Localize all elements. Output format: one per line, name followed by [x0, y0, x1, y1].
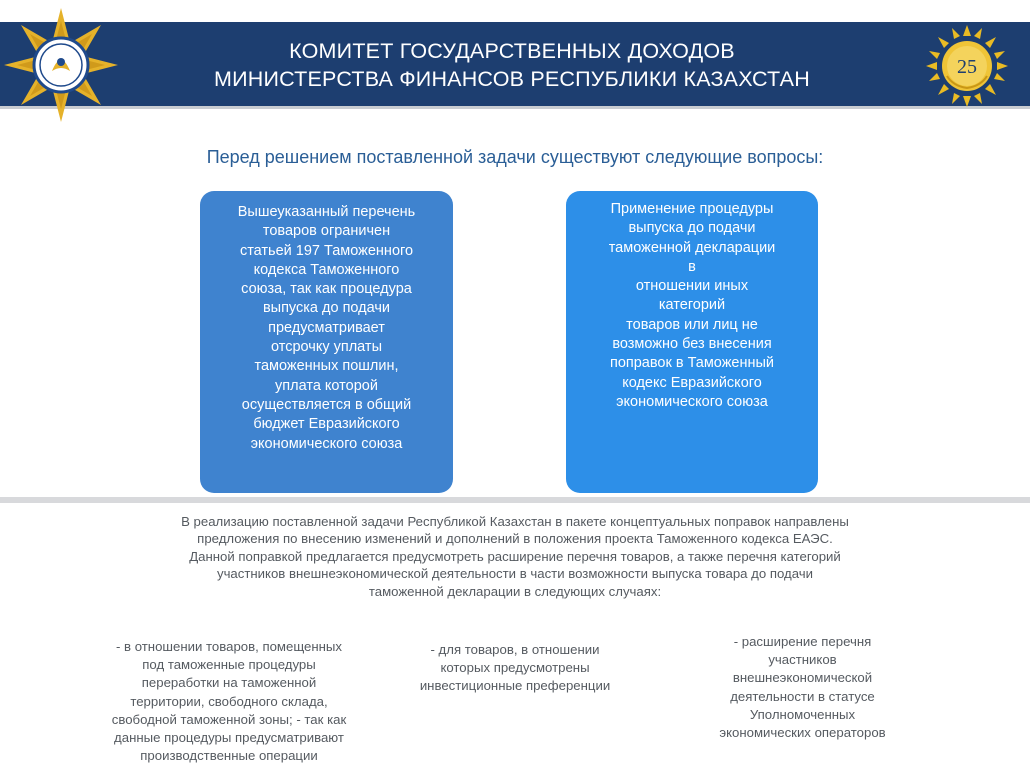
anniversary-number: 25 [957, 56, 977, 78]
title-line-1: КОМИТЕТ ГОСУДАРСТВЕННЫХ ДОХОДОВ [289, 39, 735, 63]
case-line: - расширение перечня [733, 634, 872, 649]
anniversary-25-emblem-icon [923, 24, 1011, 108]
title-line-2: МИНИСТЕРСТВА ФИНАНСОВ РЕСПУБЛИКИ КАЗАХСТАН [214, 67, 810, 91]
case-line: производственные операции [140, 748, 318, 764]
case-column-processing [74, 638, 384, 765]
case-line: под таможенные процедуры [142, 657, 316, 673]
card-line: отношении иных [635, 278, 749, 295]
paragraph-line: В реализацию поставленной задачи Республикой Казахстан в пакете концептуальных поправок направлены [181, 514, 849, 529]
paragraph-line: таможенной декларации в следующих случаях: [368, 583, 662, 599]
case-line: - для товаров, в отношении [430, 642, 600, 657]
card-line: поправок в Таможенный [609, 355, 775, 372]
case-line: переработки на таможенной [141, 675, 317, 691]
section-divider [0, 497, 1030, 503]
card-line: уплата которой [275, 377, 378, 394]
paragraph-line: Данной поправкой предлагается предусмотреть расширение перечня товаров, а также перечня категорий [189, 548, 841, 564]
section-subtitle: Перед решением поставленной задачи существуют следующие вопросы: [206, 147, 824, 167]
star-emblem-icon [2, 6, 120, 124]
case-line: инвестиционные преференции [419, 678, 611, 694]
card-line: Применение процедуры [610, 201, 774, 217]
card-line: союза, так как процедура [241, 281, 412, 298]
issue-card-right [566, 191, 818, 493]
card-line: таможенной декларации [608, 239, 776, 256]
card-line: бюджет Евразийского [253, 416, 400, 433]
case-line: Уполномоченных [749, 706, 856, 722]
case-line: деятельности в статусе [730, 688, 875, 704]
card-line: предусматривает [268, 319, 385, 336]
page-title [150, 37, 874, 93]
card-line: осуществляется в общий [241, 396, 412, 413]
card-line: выпуска до подачи [262, 300, 391, 317]
case-line: внешнеэкономической [732, 670, 873, 686]
case-line: - в отношении товаров, помещенных [116, 639, 342, 654]
card-line: экономического союза [616, 393, 768, 410]
card-line: товаров ограничен [262, 223, 391, 240]
card-line: таможенных пошлин, [254, 358, 399, 375]
case-line: участников [768, 652, 837, 668]
case-line: экономических операторов [719, 725, 886, 741]
card-line: отсрочку уплаты [271, 339, 382, 356]
card-line: кодекса Таможенного [253, 261, 400, 278]
proposal-paragraph [0, 513, 1030, 600]
card-line: статьей 197 Таможенного [239, 242, 414, 259]
issue-card-left [200, 191, 453, 493]
case-line: данные процедуры предусматривают [114, 730, 344, 746]
case-line: которых предусмотрены [440, 660, 590, 676]
case-column-investment [385, 641, 645, 696]
case-column-operators [675, 633, 930, 742]
card-line: категорий [658, 297, 726, 314]
card-line: кодекс Евразийского [622, 374, 762, 391]
case-line: территории, свободного склада, [130, 693, 328, 709]
paragraph-line: участников внешнеэкономической деятельности в части возможности выпуска товара до подачи [216, 566, 814, 582]
case-line: свободной таможенной зоны; - так как [111, 711, 347, 727]
card-line: Вышеуказанный перечень [237, 204, 416, 220]
paragraph-line: предложения по внесению изменений и дополнений в положения проекта Таможенного кодекса ЕАЭС. [197, 531, 833, 547]
card-line: экономического союза [250, 435, 403, 452]
card-line: возможно без внесения [612, 336, 772, 353]
card-line: товаров или лиц не [626, 316, 758, 333]
card-line: в [688, 258, 696, 275]
card-line: выпуска до подачи [628, 220, 756, 237]
